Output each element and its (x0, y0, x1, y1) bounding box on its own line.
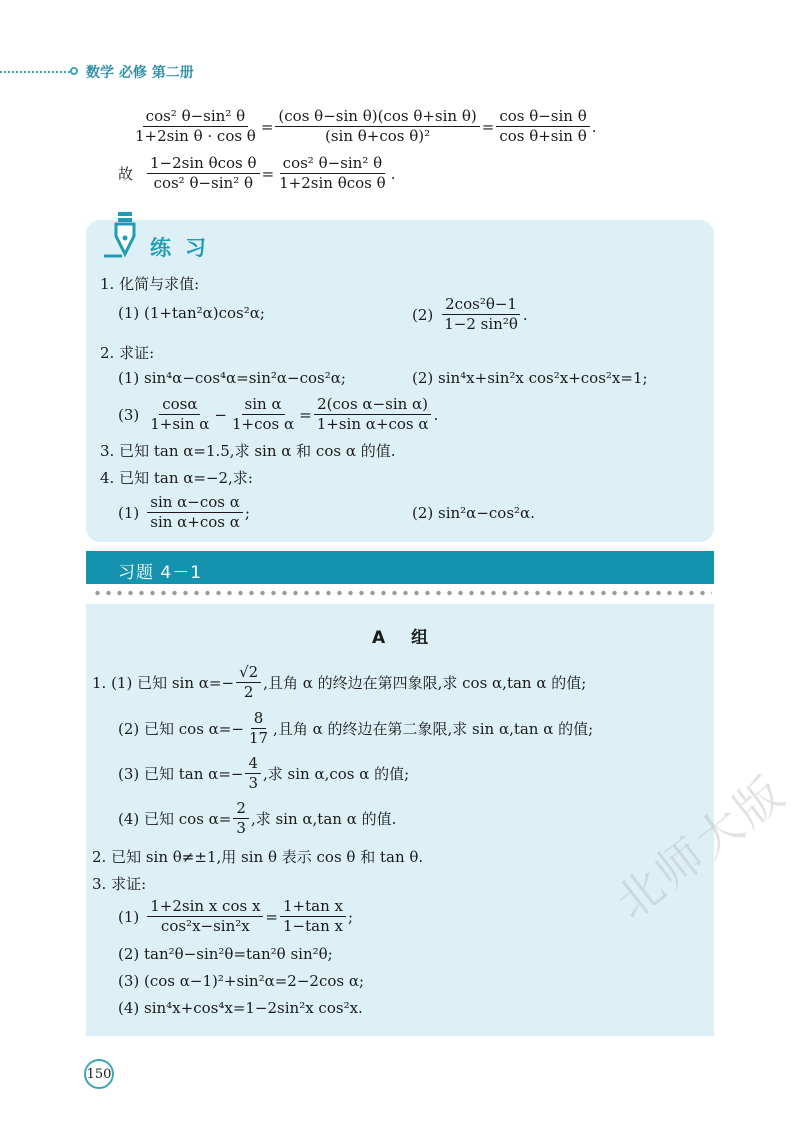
exercise-q1-part1: 1. (1) 已知 sin α=− $\frac{√2}{2}$ ,且角 α 的终边在第四象限,求 cos α,tan α 的值; (92, 663, 587, 702)
page-number: 150 (84, 1059, 114, 1089)
fraction: $\frac{\text{1−2sin θcos θ}}{\text{cos² θ−sin² θ}}$ (147, 155, 260, 193)
practice-q3: 3. 已知 tan α=1.5,求 sin α 和 cos α 的值. (100, 442, 396, 460)
fraction: $\frac{8}{17}$ (248, 709, 269, 748)
practice-q4-stem: 4. 已知 tan α=−2,求: (100, 469, 253, 487)
exercise-q2: 2. 已知 sin θ≠±1,用 sin θ 表示 cos θ 和 tan θ. (92, 848, 424, 866)
practice-q2-part2: (2) sin⁴x+sin²x cos²x+cos²x=1; (412, 369, 648, 387)
proof-line-1: $\frac{\text{cos² θ−sin² θ}}{\text{1+2sin θ · cos θ}}$ = $\frac{\text{(cos θ−sin θ)(cos θ+sin θ)}}{\text{(sin θ+cos θ)²}}$ = $\frac{\text{cos θ−sin θ}}{\text{cos θ+sin θ}}$ . (130, 108, 597, 146)
practice-q2-part3: (3) $\frac{\cos\alpha}{\text{1+sin α}}$ − $\frac{\text{sin α}}{\text{1+cos α}}$ = $\frac{\text{2(cos α−sin α)}}{\text{1+sin α+cos α}}$ . (118, 395, 439, 434)
practice-q4-part1: (1) $\frac{\text{sin α−cos α}}{\text{sin α+cos α}}$ ; (118, 493, 250, 532)
header-ring-icon (70, 67, 78, 75)
exercise-q3-part3: (3) (cos α−1)²+sin²α=2−2cos α; (118, 972, 365, 990)
fraction: $\frac{\text{cos² θ−sin² θ}}{\text{1+2sin θcos θ}}$ (279, 154, 386, 193)
practice-q1-part1: (1) (1+tan²α)cos²α; (118, 304, 265, 322)
fraction: $\frac{\text{1+2sin x cos x}}{\text{cos²x−sin²x}}$ (147, 898, 263, 936)
fraction: $\frac{√2}{2}$ (236, 664, 261, 702)
exercise-q3-part2: (2) tan²θ−sin²θ=tan²θ sin²θ; (118, 945, 333, 963)
exercise-q3-part1: (1) $\frac{\text{1+2sin x cos x}}{\text{cos²x−sin²x}}$ = $\frac{\text{1+tan x}}{\text{1−tan x}}$ ; (118, 897, 354, 936)
fraction: $\frac{\text{cos θ−sin θ}}{\text{cos θ+sin θ}}$ (496, 108, 589, 146)
exercise-q1-part3: (3) 已知 tan α=− $\frac{4}{3}$ ,求 sin α,cos α 的值; (118, 754, 410, 793)
fraction: $\frac{\text{sin α}}{\text{1+cos α}}$ (232, 395, 295, 434)
practice-title: 练习 (150, 236, 220, 260)
exercise-q3-part4: (4) sin⁴x+cos⁴x=1−2sin²x cos²x. (118, 999, 363, 1017)
fraction: $\frac{\text{cos² θ−sin² θ}}{\text{1+2sin θ · cos θ}}$ (135, 107, 256, 146)
exercise-q3-stem: 3. 求证: (92, 875, 147, 893)
fraction: $\frac{\text{(cos θ−sin θ)(cos θ+sin θ)}}{\text{(sin θ+cos θ)²}}$ (275, 108, 479, 146)
practice-q1-stem: 1. 化简与求值: (100, 275, 200, 293)
group-title: A 组 (372, 628, 439, 648)
proof-line-2: 故 $\frac{\text{1−2sin θcos θ}}{\text{cos² θ−sin² θ}}$ = $\frac{\text{cos² θ−sin² θ}}{\text{1+2sin θcos θ}}$ . (118, 154, 396, 193)
pen-nib-icon (104, 210, 144, 262)
dotted-divider (92, 590, 712, 596)
running-header: 数学 必修 第二册 (86, 65, 194, 81)
practice-q4-part2: (2) sin²α−cos²α. (412, 504, 535, 522)
fraction: $\frac{4}{3}$ (245, 755, 261, 793)
fraction: $\frac{2}{3}$ (233, 800, 249, 838)
fraction: $\frac{\text{sin α−cos α}}{\text{sin α+cos α}}$ (147, 494, 243, 532)
exercise-q1-part2: (2) 已知 cos α=− $\frac{8}{17}$ ,且角 α 的终边在第二象限,求 sin α,tan α 的值; (118, 709, 594, 748)
practice-q1-part2: (2) $\frac{\text{2cos²θ−1}}{\text{1−2 sin²θ}}$ . (412, 295, 528, 334)
practice-q2-stem: 2. 求证: (100, 344, 155, 362)
fraction: $\frac{\text{2cos²θ−1}}{\text{1−2 sin²θ}}$ (441, 296, 521, 334)
fraction: $\frac{\text{2(cos α−sin α)}}{\text{1+sin α+cos α}}$ (314, 396, 432, 434)
practice-q2-part1: (1) sin⁴α−cos⁴α=sin²α−cos²α; (118, 369, 346, 387)
fraction: $\frac{\text{1+tan x}}{\text{1−tan x}}$ (280, 898, 346, 936)
exercise-title: 习题 4－1 (118, 563, 203, 583)
fraction: $\frac{\cos\alpha}{\text{1+sin α}}$ (150, 395, 210, 434)
publisher-watermark: 北师大版 (605, 763, 797, 930)
exercise-q1-part4: (4) 已知 cos α= $\frac{2}{3}$ ,求 sin α,tan α 的值. (118, 799, 397, 838)
header-dotted-line (0, 71, 70, 73)
